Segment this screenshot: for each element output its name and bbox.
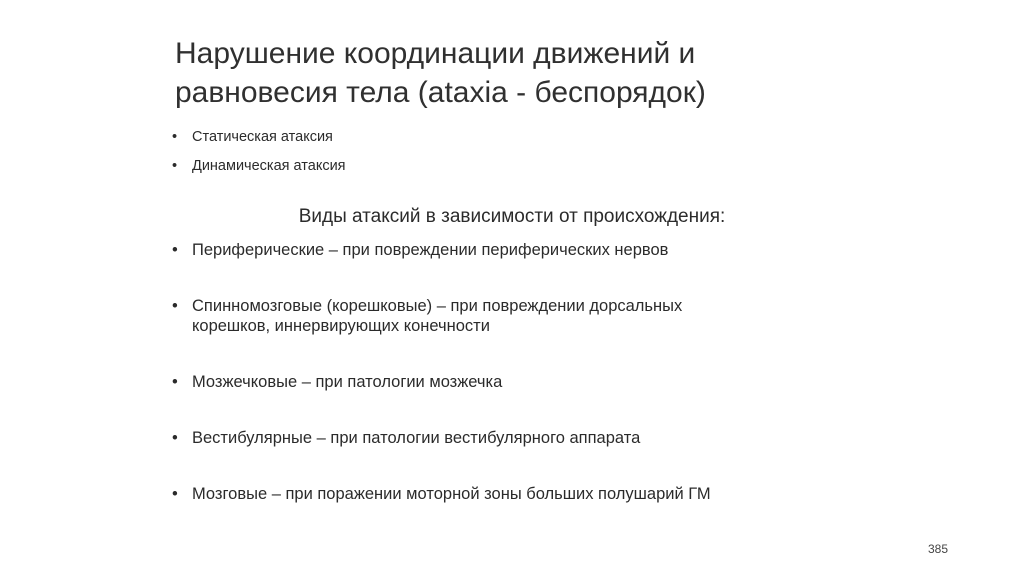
bullet-icon: •: [172, 485, 178, 503]
bullet-icon: •: [172, 129, 178, 145]
list-item: [172, 428, 852, 448]
page-number: 385: [927, 542, 948, 556]
list-item-text: Мозговые – при поражении моторной зоны больших полушарий ГМ: [192, 485, 711, 503]
bullet-icon: •: [172, 158, 178, 174]
list-item-text: Статическая атаксия: [192, 129, 333, 145]
bullet-icon: •: [172, 373, 178, 391]
slide-title-line-2: равновесия тела (ataxia - беспорядок): [175, 76, 706, 109]
list-item: [172, 484, 852, 504]
list-item-text: Периферические – при повреждении периферических нервов: [192, 241, 669, 259]
slide-title-line-1: Нарушение координации движений и: [175, 37, 696, 70]
bullet-icon: •: [172, 429, 178, 447]
list-item: [172, 128, 346, 157]
list-item-text: Вестибулярные – при патологии вестибулярного аппарата: [192, 429, 641, 447]
section-subheading: Виды атаксий в зависимости от происхождения:: [298, 206, 726, 227]
slide-title: [175, 34, 875, 112]
list-item: [172, 296, 852, 336]
list-item: [172, 240, 852, 260]
ataxia-types-list: [172, 128, 346, 186]
list-item-text: Спинномозговые (корешковые) – при повреждении дорсальных: [192, 297, 683, 315]
list-item: [172, 372, 852, 392]
bullet-icon: •: [172, 297, 178, 315]
list-item-text-continuation: корешков, иннервирующих конечности: [192, 317, 490, 335]
bullet-icon: •: [172, 241, 178, 259]
ataxia-origins-list: [172, 240, 852, 504]
list-item-text: Мозжечковые – при патологии мозжечка: [192, 373, 503, 391]
list-item: [172, 157, 346, 186]
list-item-text: Динамическая атаксия: [192, 158, 346, 174]
